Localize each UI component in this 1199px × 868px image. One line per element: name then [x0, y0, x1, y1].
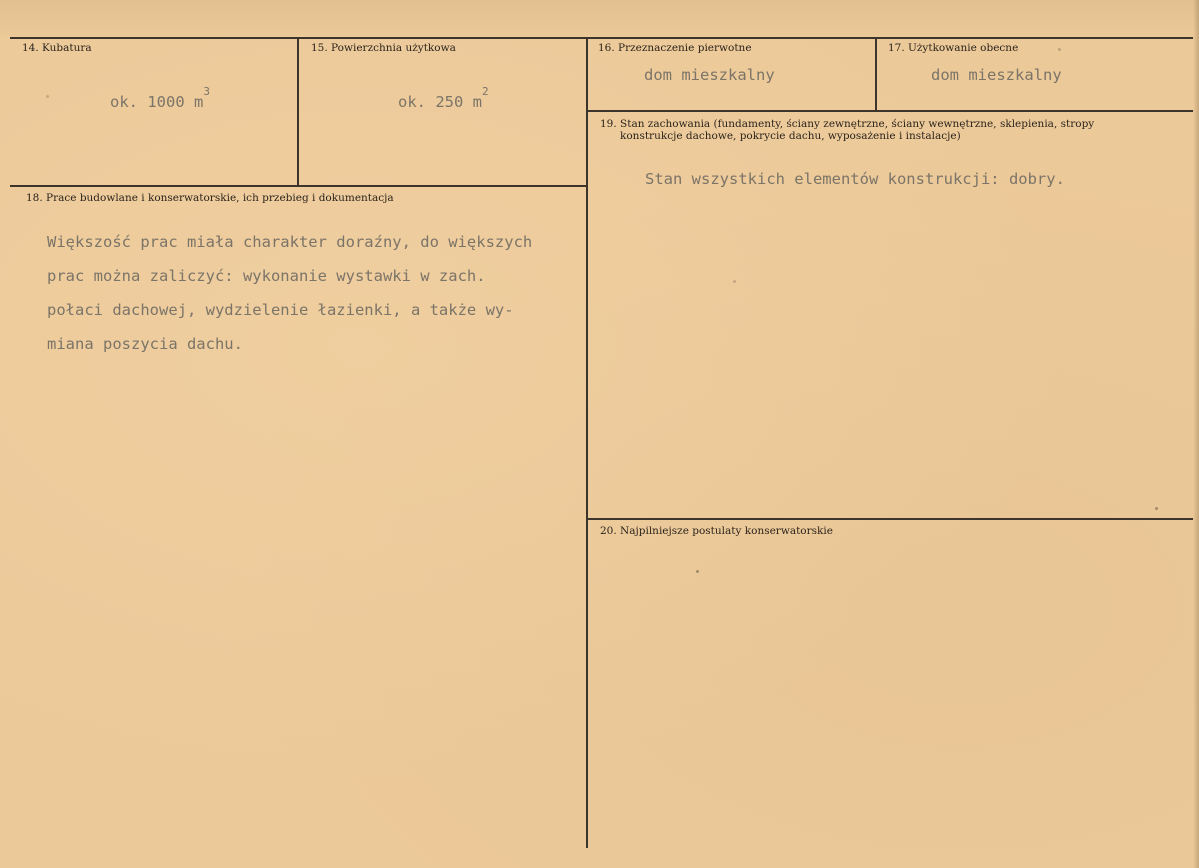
field-19-label-line2: konstrukcje dachowe, pokrycie dachu, wyposażenie i instalacje): [620, 130, 961, 142]
field-18-line: Większość prac miała charakter doraźny, do większych: [47, 233, 533, 251]
paper-speck: [696, 570, 699, 573]
field-18-line: miana poszycia dachu.: [47, 335, 243, 353]
field-14-value-text: ok. 1000 m: [110, 93, 204, 111]
field-20-label: 20. Najpilniejsze postulaty konserwatorskie: [600, 525, 833, 537]
rule-after-14-15: [10, 185, 588, 187]
paper-speck: [46, 95, 49, 98]
field-14-label: 14. Kubatura: [22, 42, 92, 54]
field-18-label: 18. Prace budowlane i konserwatorskie, ich przebieg i dokumentacja: [26, 192, 394, 204]
field-15-label: 15. Powierzchnia użytkowa: [311, 42, 456, 54]
field-18-text: [47, 225, 532, 361]
field-14-unit-exponent: 3: [203, 85, 210, 98]
field-19-value: Stan wszystkich elementów konstrukcji: dobry.: [645, 170, 1065, 188]
paper-speck: [1058, 48, 1061, 51]
right-edge-shadow: [1193, 0, 1199, 868]
field-18-line: połaci dachowej, wydzielenie łazienki, a także wy-: [47, 301, 514, 319]
paper-speck: [733, 280, 736, 283]
rule-after-19: [588, 518, 1193, 520]
vrule-main: [586, 38, 588, 848]
field-16-label: 16. Przeznaczenie pierwotne: [598, 42, 752, 54]
paper-speck: [1155, 507, 1158, 510]
vrule-14-15: [297, 38, 299, 186]
field-17-label: 17. Użytkowanie obecne: [888, 42, 1019, 54]
field-17-value: dom mieszkalny: [931, 66, 1062, 84]
top-edge-band: [0, 0, 1199, 36]
field-19-label-line1: 19. Stan zachowania (fundamenty, ściany zewnętrzne, ściany wewnętrzne, sklepienia, stropy: [600, 118, 1095, 130]
field-18-line: prac można zaliczyć: wykonanie wystawki w zach.: [47, 267, 486, 285]
field-16-value: dom mieszkalny: [644, 66, 775, 84]
field-15-unit-exponent: 2: [482, 85, 489, 98]
top-rule: [10, 37, 1193, 39]
vrule-16-17: [875, 38, 877, 111]
field-15-value: [398, 85, 489, 111]
field-14-value: [110, 85, 210, 111]
field-15-value-text: ok. 250 m: [398, 93, 482, 111]
rule-after-16-17: [588, 110, 1193, 112]
